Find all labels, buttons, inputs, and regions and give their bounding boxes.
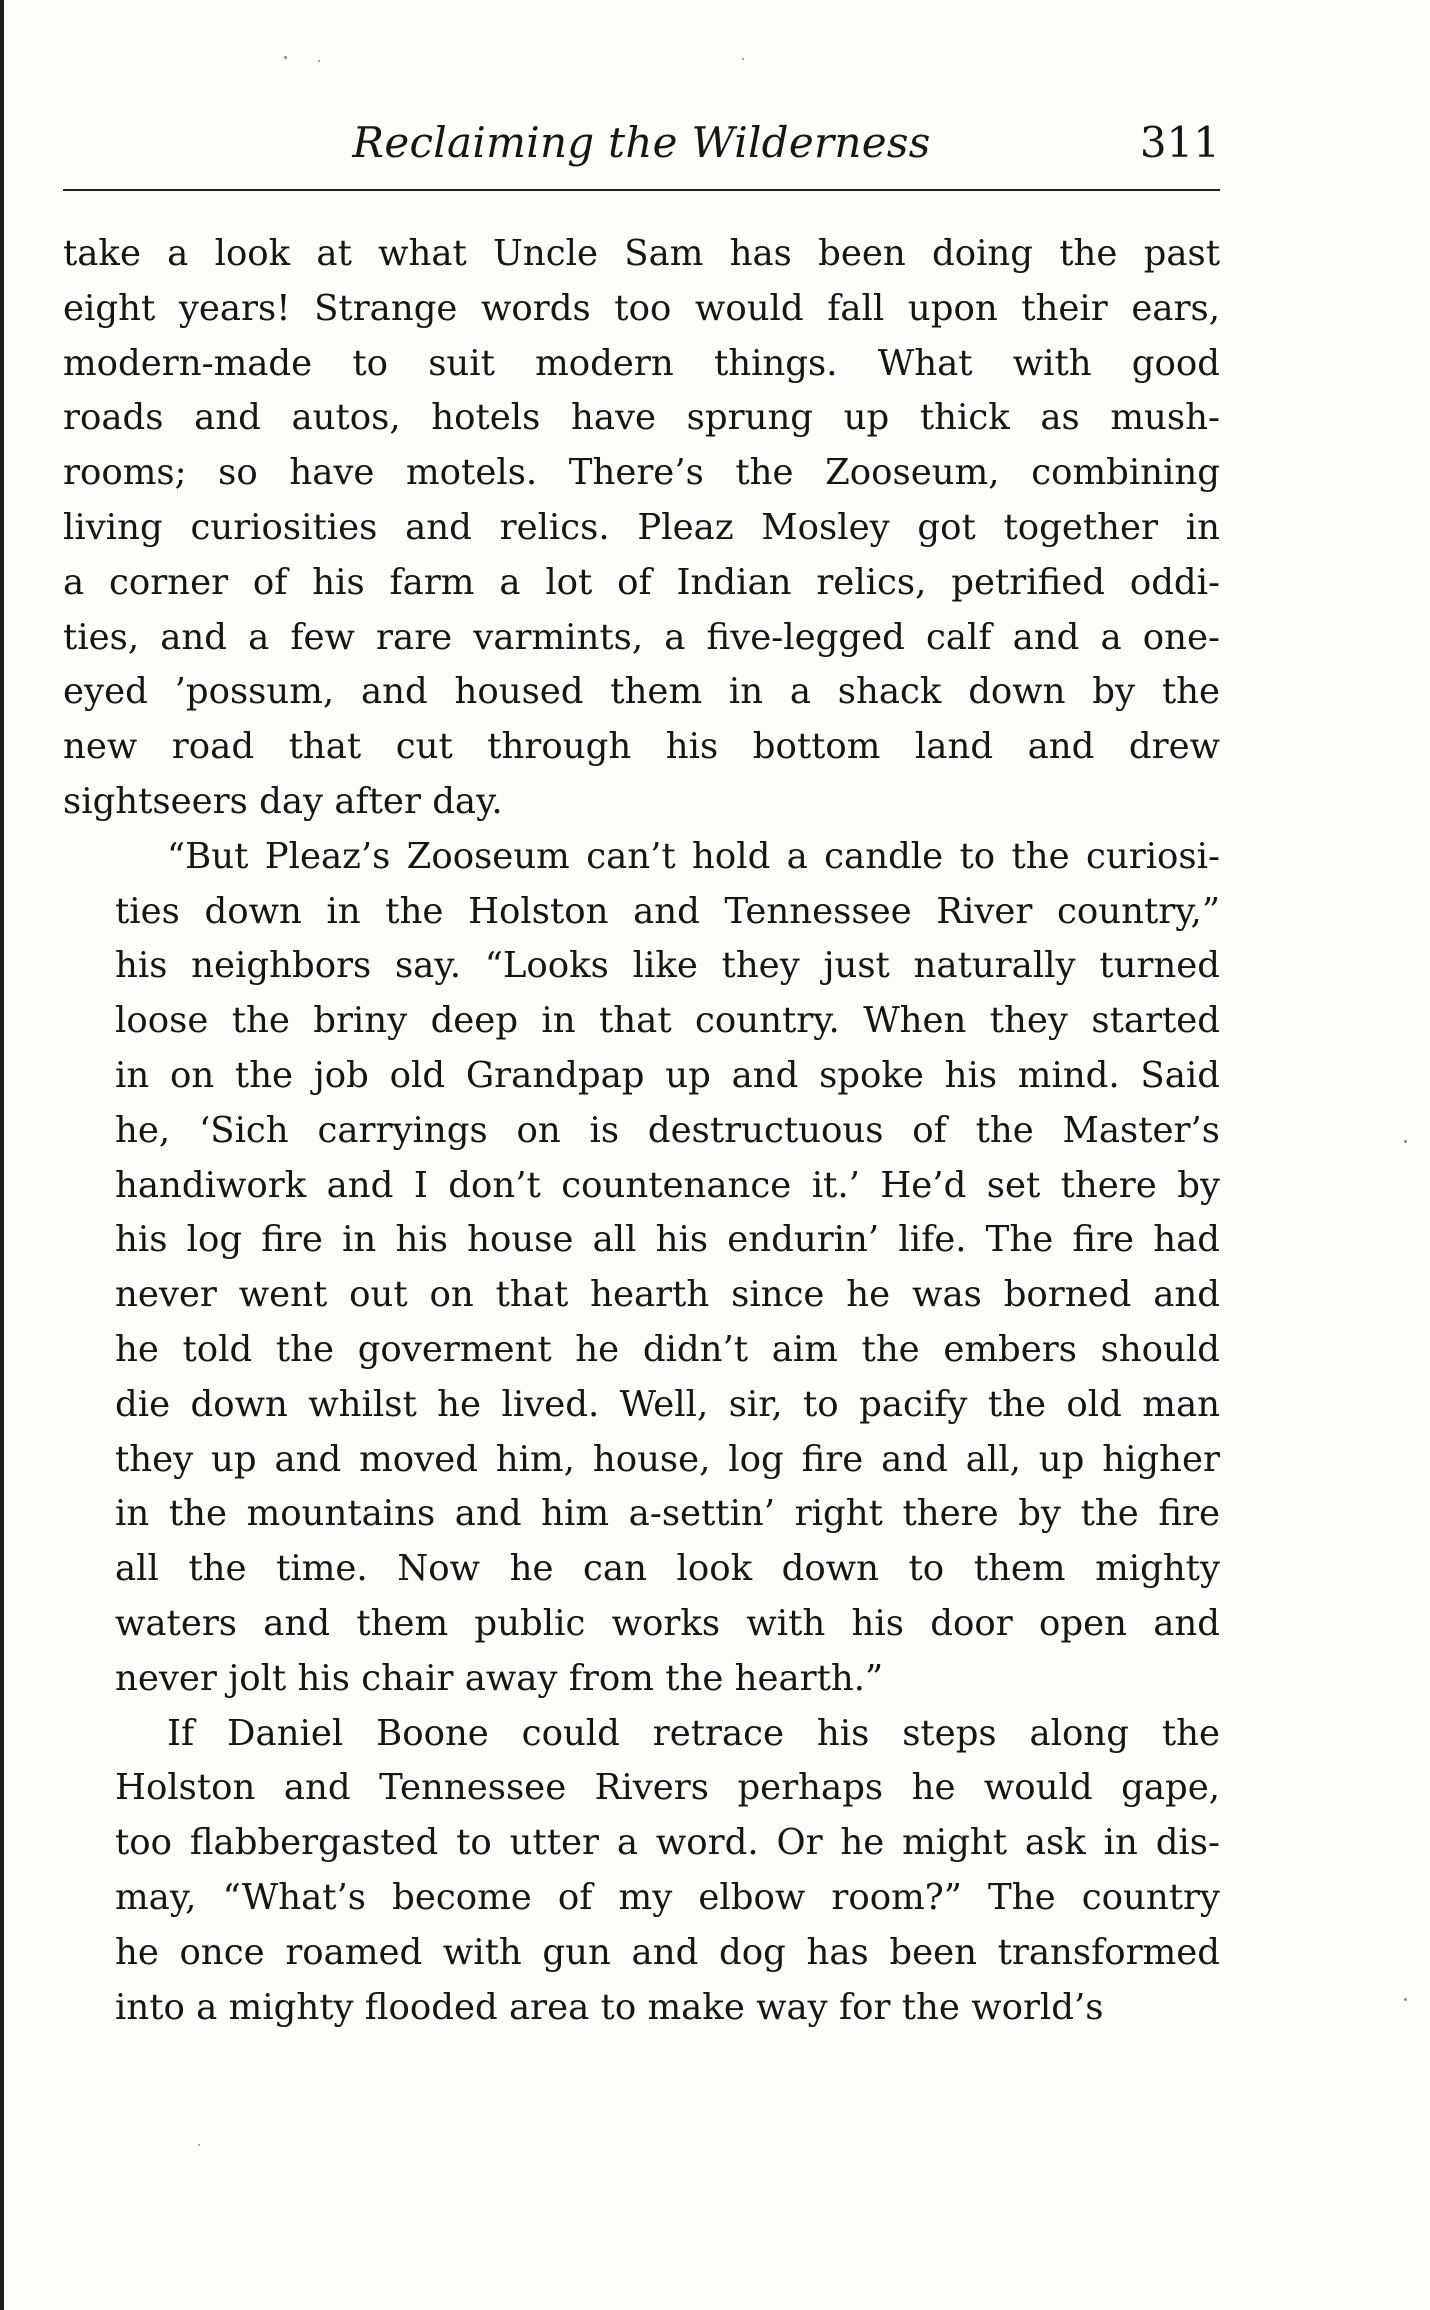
running-title: Reclaiming the Wilderness [352, 118, 931, 167]
text-line: into a mighty flooded area to make way for the world’s [115, 1986, 1104, 2028]
text-line: roads and autos, hotels have sprung up thick as mush- [63, 397, 1220, 439]
text-line: he told the goverment he didn’t aim the embers should [115, 1328, 1220, 1370]
text-line: his log fire in his house all his endurin’ life. The fire had [115, 1219, 1220, 1261]
text-line: he once roamed with gun and dog has been transformed [115, 1931, 1220, 1973]
body-text [63, 227, 1220, 2035]
header-rule [63, 189, 1220, 191]
text-line: If Daniel Boone could retrace his steps along the [167, 1712, 1220, 1754]
paper-speck [1404, 1140, 1407, 1143]
text-line: eyed ’possum, and housed them in a shack down by the [63, 671, 1220, 713]
page-number: 311 [1139, 118, 1220, 167]
text-line: handiwork and I don’t countenance it.’ He’d set there by [115, 1164, 1220, 1206]
text-line: he, ‘Sich carryings on is destructuous of the Master’s [115, 1109, 1220, 1151]
text-line: loose the briny deep in that country. When they started [115, 1000, 1220, 1042]
text-line: new road that cut through his bottom land and drew [63, 726, 1220, 768]
text-line: die down whilst he lived. Well, sir, to pacify the old man [115, 1383, 1220, 1425]
text-line: take a look at what Uncle Sam has been doing the past [63, 233, 1220, 274]
text-line: modern-made to suit modern things. What with good [63, 342, 1220, 384]
paragraph [63, 227, 1220, 830]
text-line: in the mountains and him a-settin’ right there by the fire [115, 1493, 1220, 1535]
text-line: waters and them public works with his door open and [115, 1602, 1220, 1644]
text-line: Holston and Tennessee Rivers perhaps he would gape, [115, 1767, 1220, 1809]
paper-speck [742, 58, 744, 60]
text-line: his neighbors say. “Looks like they just naturally turned [115, 945, 1220, 987]
text-line: they up and moved him, house, log fire and all, up higher [115, 1438, 1220, 1480]
text-line: “But Pleaz’s Zooseum can’t hold a candle to the curiosi- [167, 835, 1220, 877]
paper-speck [1404, 1998, 1407, 2001]
text-line: too flabbergasted to utter a word. Or he might ask in dis- [115, 1822, 1220, 1864]
text-line: ties, and a few rare varmints, a five-legged calf and a one- [63, 616, 1220, 658]
text-line: may, “What’s become of my elbow room?” The country [115, 1876, 1220, 1918]
text-line: in on the job old Grandpap up and spoke his mind. Said [115, 1054, 1220, 1096]
paragraph [63, 830, 1220, 1707]
text-line: never jolt his chair away from the hearth.” [115, 1657, 884, 1699]
text-line: rooms; so have motels. There’s the Zooseum, combining [63, 452, 1220, 494]
paper-speck [198, 2144, 200, 2146]
paragraph [63, 1707, 1220, 2036]
text-line: sightseers day after day. [63, 780, 503, 822]
text-line: eight years! Strange words too would fall upon their ears, [63, 287, 1220, 329]
text-line: all the time. Now he can look down to them mighty [115, 1548, 1220, 1590]
paper-speck [284, 56, 287, 59]
running-head [63, 115, 1220, 171]
text-line: ties down in the Holston and Tennessee River country,” [115, 890, 1220, 932]
paper-speck [318, 60, 320, 62]
text-line: never went out on that hearth since he was borned and [115, 1274, 1220, 1316]
text-line: living curiosities and relics. Pleaz Mosley got together in [63, 506, 1220, 548]
text-line: a corner of his farm a lot of Indian relics, petrified oddi- [63, 561, 1220, 603]
page-gutter-edge [0, 0, 4, 2310]
